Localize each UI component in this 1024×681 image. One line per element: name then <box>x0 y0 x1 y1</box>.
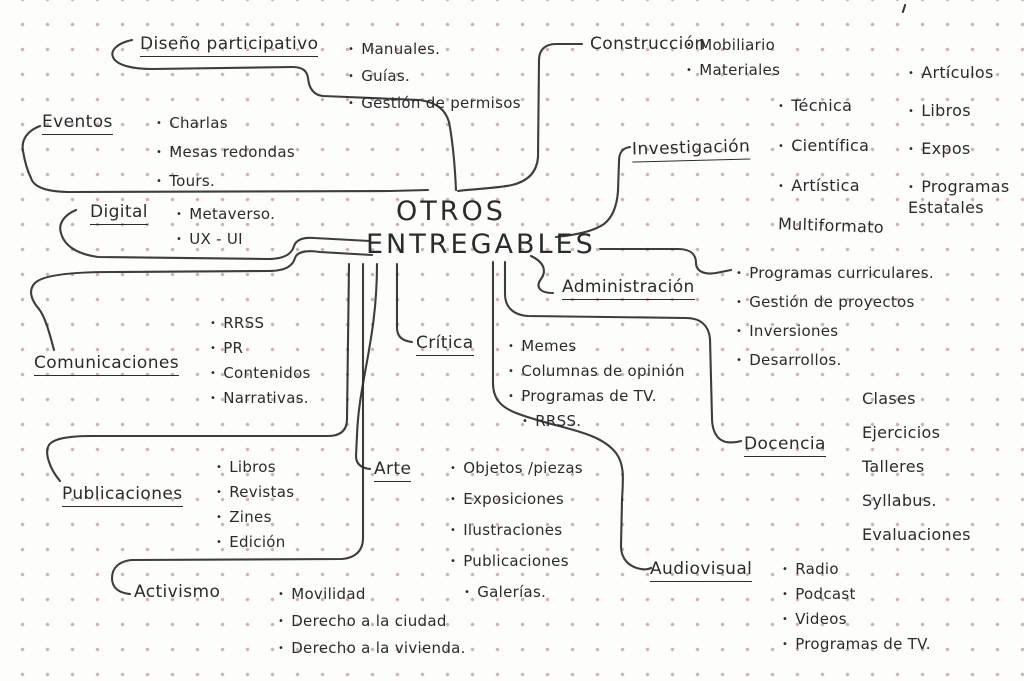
list-item: • Materiales <box>686 58 780 83</box>
list-item: • Programas Estatales <box>908 177 1016 218</box>
eventos-items <box>156 109 295 196</box>
list-item: • Objetos /piezas <box>450 453 583 484</box>
branch-label-audiovisual: Audiovisual <box>650 559 752 582</box>
list-item: • Edición <box>216 530 294 555</box>
list-item: • Charlas <box>156 109 295 138</box>
list-item: • Programas curriculares. <box>736 259 934 288</box>
list-item: • RRSS <box>210 311 311 336</box>
list-item: • Técnica <box>778 86 884 126</box>
list-item: Multiformato <box>777 214 885 237</box>
stray-pen-tick <box>902 4 907 13</box>
administracion-items <box>736 259 934 375</box>
activismo-items <box>278 581 466 662</box>
list-item: • Derecho a la vivienda. <box>278 635 466 662</box>
list-item: • Gestión de proyectos <box>736 288 934 317</box>
list-item: • Metaverso. <box>176 202 275 227</box>
construccion-items <box>686 33 780 83</box>
list-item: • Galerías. <box>464 577 583 608</box>
list-item: • Artística <box>778 166 884 206</box>
branch-label-administracion: Administración <box>562 277 695 300</box>
list-item: • Expos <box>908 139 1016 177</box>
investigacion-types <box>778 86 884 245</box>
connector-critica <box>397 264 412 342</box>
list-item: • Zines <box>216 505 294 530</box>
list-item: • PR <box>210 336 311 361</box>
list-item: • Revistas <box>216 480 294 505</box>
list-item: • Narrativas. <box>210 386 311 411</box>
branch-label-activismo: Activismo <box>134 582 221 602</box>
branch-label-docencia: Docencia <box>744 434 826 457</box>
list-item: • RRSS. <box>522 409 685 434</box>
arte-items <box>450 453 583 608</box>
list-item: • Radio <box>782 557 931 582</box>
list-item: • Columnas de opinión <box>508 359 685 384</box>
list-item: • Exposiciones <box>450 484 583 515</box>
list-item: • Libros <box>216 455 294 480</box>
list-item: • Programas de TV. <box>508 384 685 409</box>
list-item: • Artículos <box>908 63 1016 101</box>
branch-label-investigacion: Investigación <box>632 136 751 162</box>
branch-label-digital: Digital <box>90 202 148 225</box>
branch-label-comunicaciones: Comunicaciones <box>34 353 179 376</box>
connector-investigacion <box>556 147 630 237</box>
list-item: • Desarrollos. <box>736 346 934 375</box>
list-item: Syllabus. <box>862 491 937 510</box>
audiovisual-items <box>782 557 931 657</box>
list-item: • Gestión de permisos <box>348 90 521 117</box>
diseno-items <box>348 36 521 117</box>
list-item: • Movilidad <box>278 581 466 608</box>
branch-label-critica: Crítica <box>416 333 474 356</box>
list-item: • Podcast <box>782 582 931 607</box>
connector-arte <box>356 264 377 469</box>
list-item: • Memes <box>508 334 685 359</box>
list-item: Talleres <box>862 457 925 476</box>
list-item: • Científica <box>778 126 884 166</box>
branch-label-construccion: Construcción <box>590 34 706 54</box>
central-topic-line2: ENTREGABLES <box>366 229 596 260</box>
list-item: • Mobiliario <box>686 33 780 58</box>
connector-comunicaciones <box>31 251 372 350</box>
publicaciones-items <box>216 455 294 555</box>
list-item: • Mesas redondas <box>156 138 295 167</box>
list-item: • Inversiones <box>736 317 934 346</box>
list-item: Ejercicios <box>862 423 941 442</box>
list-item: • Libros <box>908 101 1016 139</box>
branch-label-arte: Arte <box>374 459 411 482</box>
digital-items <box>176 202 275 252</box>
list-item: Evaluaciones <box>862 525 971 544</box>
list-item: • Publicaciones <box>450 546 583 577</box>
list-item: • Contenidos <box>210 361 311 386</box>
list-item: • UX - UI <box>176 227 275 252</box>
list-item: • Derecho a la ciudad <box>278 608 466 635</box>
branch-label-diseno-participativo: Diseño participativo <box>140 34 318 57</box>
investigacion-outputs <box>908 63 1016 218</box>
list-item: • Ilustraciones <box>450 515 583 546</box>
central-topic-line1: OTROS <box>396 196 506 227</box>
connector-administracion-label <box>531 256 553 293</box>
connector-administracion-items <box>600 249 731 274</box>
list-item: • Tours. <box>156 167 295 196</box>
list-item: • Videos <box>782 607 931 632</box>
list-item: • Guías. <box>348 63 521 90</box>
comunicaciones-items <box>210 311 311 411</box>
branch-label-publicaciones: Publicaciones <box>62 484 183 507</box>
list-item: • Programas de TV. <box>782 632 931 657</box>
branch-label-eventos: Eventos <box>42 112 113 135</box>
list-item: • Manuales. <box>348 36 521 63</box>
list-item: Clases <box>862 389 916 408</box>
critica-items <box>508 334 685 434</box>
docencia-items <box>862 382 971 552</box>
